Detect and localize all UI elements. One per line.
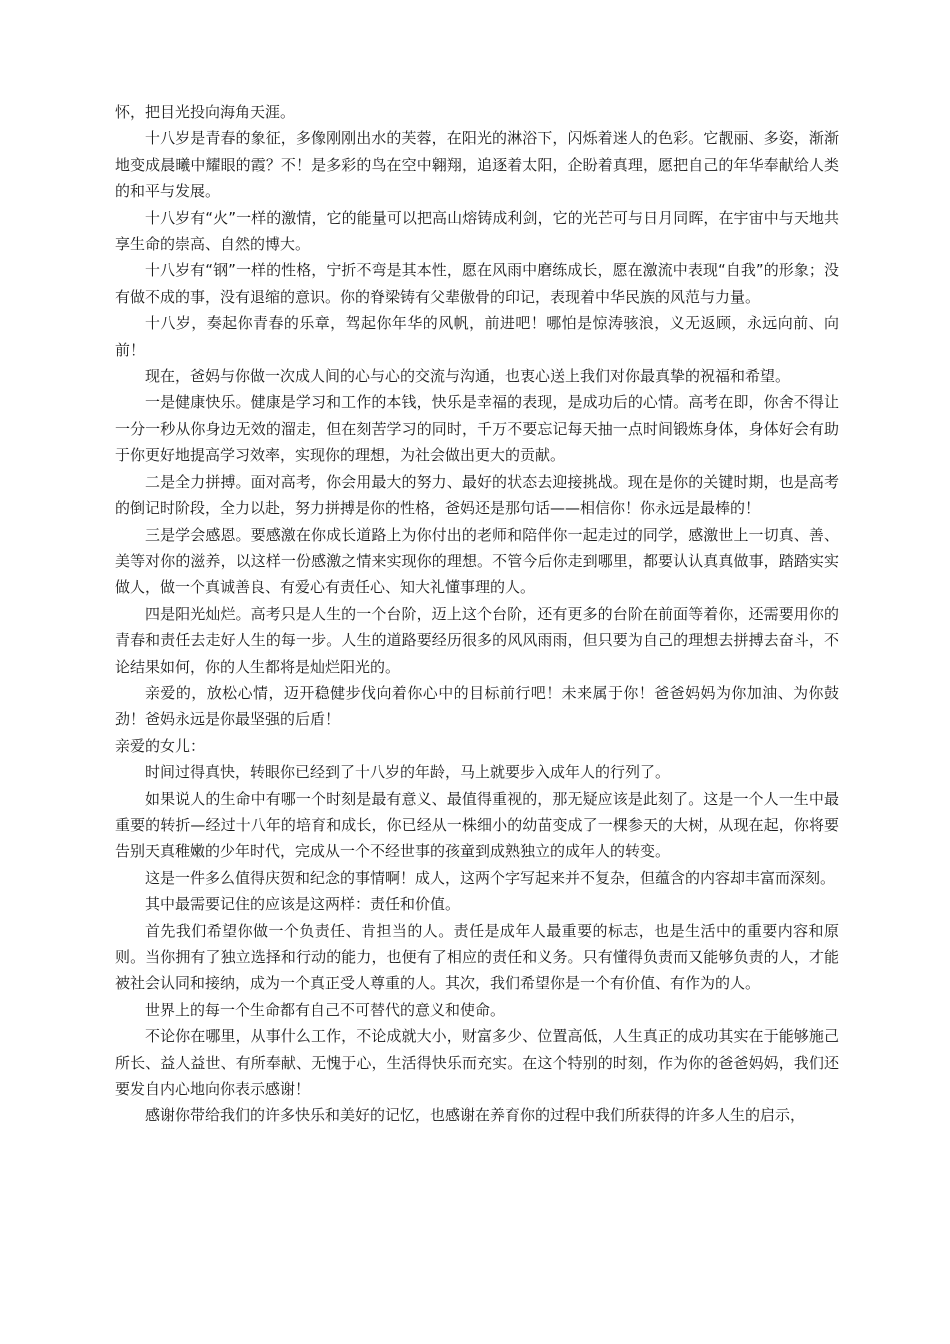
paragraph: 十八岁有“钢”一样的性格，宁折不弯是其本性，愿在风雨中磨练成长，愿在激流中表现“自我”的形象；没有做不成的事，没有退缩的意识。你的脊梁铸有父辈傲骨的印记，表现着中华民族的风范与力量。	[115, 261, 839, 306]
paragraph: 三是学会感恩。要感激在你成长道路上为你付出的老师和陪伴你一起走过的同学，感激世上一切真、善、美等对你的滋养，以这样一份感激之情来实现你的理想。不管今后你走到哪里，都要认认真真做事，踏踏实实做人，做一个真诚善良、有爱心有责任心、知大礼懂事理的人。	[115, 525, 839, 597]
paragraph: 其中最需要记住的应该是这两样：责任和价值。	[145, 895, 461, 914]
paragraph: 不论你在哪里，从事什么工作，不论成就大小，财富多少、位置高低，人生真正的成功其实在于能够施己所长、益人益世、有所奉献、无愧于心，生活得快乐而充实。在这个特别的时刻，作为你的爸爸妈妈，我们还要发自内心地向你表示感谢！	[115, 1027, 839, 1099]
paragraph: 世界上的每一个生命都有自己不可替代的意义和使命。	[145, 1000, 506, 1019]
document-body	[115, 99, 839, 1129]
paragraph: 二是全力拼搏。面对高考，你会用最大的努力、最好的状态去迎接挑战。现在是你的关键时期，也是高考的倒记时阶段，全力以赴，努力拼搏是你的性格，爸妈还是那句话——相信你！你永远是最棒的！	[115, 472, 839, 518]
paragraph: 如果说人的生命中有哪一个时刻是最有意义、最值得重视的，那无疑应该是此刻了。这是一个人一生中最重要的转折—经过十八年的培育和成长，你已经从一株细小的幼苗变成了一棵参天的大树，从现在起，你将要告别天真稚嫩的少年时代，完成从一个不经世事的孩童到成熟独立的成年人的转变。	[115, 789, 839, 861]
paragraph: 四是阳光灿烂。高考只是人生的一个台阶，迈上这个台阶，还有更多的台阶在前面等着你，还需要用你的青春和责任去走好人生的每一步。人生的道路要经历很多的风风雨雨，但只要为自己的理想去拼搏去奋斗，不论结果如何，你的人生都将是灿烂阳光的。	[115, 604, 839, 676]
paragraph: 十八岁有“火”一样的激情，它的能量可以把高山熔铸成利剑，它的光芒可与日月同晖，在宇宙中与天地共享生命的崇高、自然的博大。	[115, 208, 839, 254]
paragraph: 现在，爸妈与你做一次成人间的心与心的交流与沟通，也衷心送上我们对你最真挚的祝福和希望。	[145, 367, 791, 386]
paragraph: 亲爱的，放松心情，迈开稳健步伐向着你心中的目标前行吧！未来属于你！爸爸妈妈为你加油、为你鼓劲！爸妈永远是你最坚强的后盾！	[115, 683, 839, 729]
paragraph: 这是一件多么值得庆贺和纪念的事情啊！成人，这两个字写起来并不复杂，但蕴含的内容却丰富而深刻。	[145, 868, 836, 887]
paragraph: 怀，把目光投向海角天涯。	[115, 103, 296, 121]
paragraph: 时间过得真快，转眼你已经到了十八岁的年龄，马上就要步入成年人的行列了。	[145, 763, 671, 782]
paragraph: 十八岁是青春的象征，多像刚刚出水的芙蓉，在阳光的淋浴下，闪烁着迷人的色彩。它靓丽、多姿，渐渐地变成晨曦中耀眼的霞？不！是多彩的鸟在空中翱翔，追逐着太阳，企盼着真理，愿把自己的年华奉献给人类的和平与发展。	[115, 129, 839, 201]
paragraph: 一是健康快乐。健康是学习和工作的本钱，快乐是幸福的表现，是成功后的心情。高考在即，你舍不得让一分一秒从你身边无效的溜走，但在刻苦学习的同时，千万不要忘记每天抽一点时间锻炼身体，身体好会有助于你更好地提高学习效率，实现你的理想，为社会做出更大的贡献。	[115, 393, 839, 465]
paragraph: 感谢你带给我们的许多快乐和美好的记忆，也感谢在养育你的过程中我们所获得的许多人生的启示，	[145, 1106, 806, 1125]
paragraph: 首先我们希望你做一个负责任、肯担当的人。责任是成年人最重要的标志，也是生活中的重要内容和原则。当你拥有了独立选择和行动的能力，也便有了相应的责任和义务。只有懂得负责而又能够负责的人，才能被社会认同和接纳，成为一个真正受人尊重的人。其次，我们希望你是一个有价值、有作为的人。	[115, 921, 839, 993]
letter-salutation: 亲爱的女儿：	[115, 736, 206, 755]
paragraph: 十八岁，奏起你青春的乐章，驾起你年华的风帆，前进吧！哪怕是惊涛骇浪，义无返顾，永远向前、向前！	[115, 314, 839, 359]
